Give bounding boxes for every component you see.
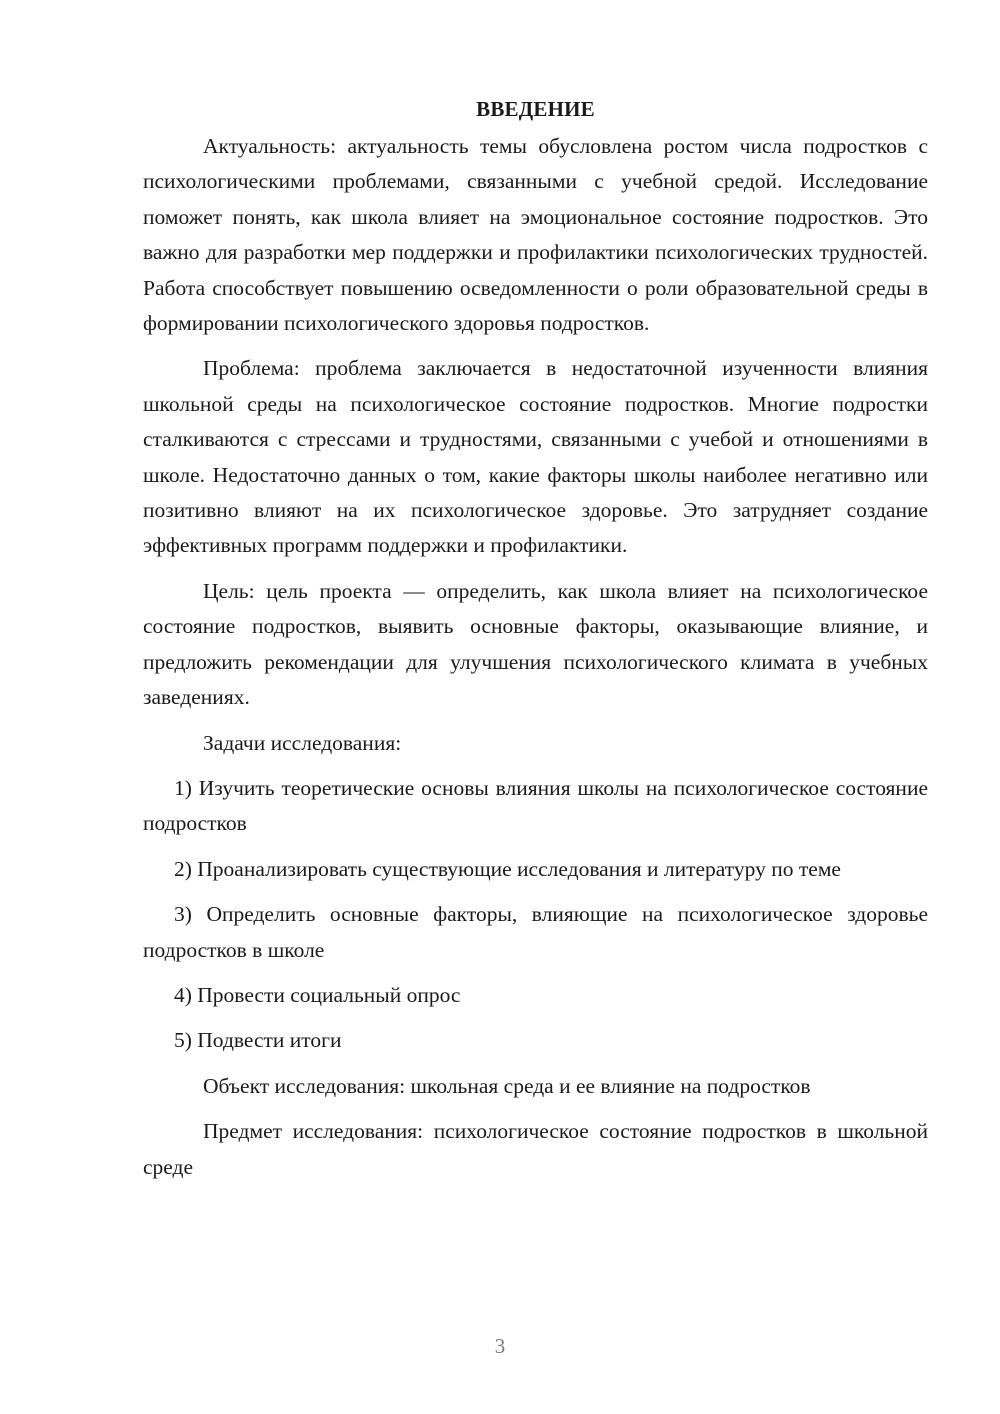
tasks-list xyxy=(143,771,928,1059)
task-item: 5) Подвести итоги xyxy=(174,1028,342,1053)
problem-paragraph: Проблема: проблема заключается в недостаточной изученности влияния школьной среды на психологическое состояние подростков. Многие подростки сталкиваются с стрессами и трудностями, связанными с учебой и отношениями в школе. Недостаточно данных о том, какие факторы школы наиболее негативно или позитивно влияют на их психологическое здоровье. Это затрудняет создание эффективных программ поддержки и профилактики. xyxy=(143,356,928,558)
task-item: 1) Изучить теоретические основы влияния школы на психологическое состояние подростков xyxy=(143,775,928,836)
goal-paragraph: Цель: цель проекта — определить, как школа влияет на психологическое состояние подростков, выявить основные факторы, оказывающие влияние, и предложить рекомендации для улучшения психологического климата в учебных заведениях. xyxy=(143,578,928,710)
document-page xyxy=(143,92,928,1195)
subject-paragraph: Предмет исследования: психологическое состояние подростков в школьной среде xyxy=(143,1119,928,1179)
object-paragraph: Объект исследования: школьная среда и ее влияние на подростков xyxy=(203,1073,811,1098)
task-item: 4) Провести социальный опрос xyxy=(174,982,461,1007)
task-item: 2) Проанализировать существующие исследования и литературу по теме xyxy=(174,856,841,881)
tasks-title: Задачи исследования: xyxy=(203,730,402,755)
relevance-paragraph: Актуальность: актуальность темы обусловлена ростом числа подростков с психологическими проблемами, связанными с учебной средой. Исследование поможет понять, как школа влияет на эмоциональное состояние подростков. Это важно для разработки мер поддержки и профилактики психологических трудностей. Работа способствует повышению осведомленности о роли образовательной среды в формировании психологического здоровья подростков. xyxy=(143,134,928,336)
section-heading: ВВЕДЕНИЕ xyxy=(476,97,595,121)
page-number: 3 xyxy=(494,1334,506,1358)
task-item: 3) Определить основные факторы, влияющие на психологическое здоровье подростков в школе xyxy=(143,902,928,962)
